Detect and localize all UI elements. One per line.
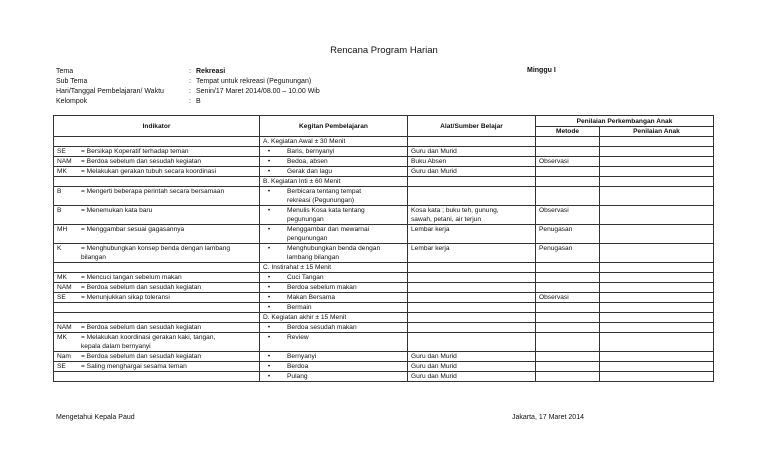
indikator-cell <box>54 283 260 293</box>
meta-label: Tema <box>56 68 74 75</box>
header-metode: Metode <box>536 127 600 137</box>
kegiatan-cell <box>260 244 408 263</box>
penilaian-cell <box>600 333 714 352</box>
cell-empty <box>600 263 714 273</box>
kegiatan-cell <box>260 283 408 293</box>
indikator-cell <box>54 323 260 333</box>
cell-empty <box>536 177 600 187</box>
kegiatan-cell <box>260 372 408 382</box>
penilaian-cell <box>600 157 714 167</box>
metode-cell <box>536 187 600 206</box>
penilaian-cell <box>600 323 714 333</box>
cell-empty <box>600 137 714 147</box>
table-row <box>54 362 714 372</box>
kegiatan-text: Makan Bersama <box>287 294 336 301</box>
section-b-label: B. Kegiatan Inti ± 60 Menit <box>260 177 408 187</box>
penilaian-cell <box>600 293 714 303</box>
bullet-icon: • <box>267 334 271 341</box>
indikator-text-cont: kepala dalam bernyanyi <box>81 343 151 350</box>
indikator-code: NAM <box>57 324 72 331</box>
metode-cell <box>536 147 600 157</box>
header-indikator: Indikator <box>54 116 260 137</box>
table-row <box>54 187 714 206</box>
indikator-text: = Mengerti beberapa perintah secara bersamaan <box>81 188 225 195</box>
alat-cell <box>408 293 536 303</box>
indikator-cell <box>54 293 260 303</box>
meta-colon: : <box>189 68 191 75</box>
section-d-label: D. Kegiatan akhir ± 15 Menit <box>260 313 408 323</box>
penilaian-cell <box>600 352 714 362</box>
bullet-icon: • <box>267 188 271 195</box>
kegiatan-text: Pulang <box>287 373 308 380</box>
penilaian-cell <box>600 206 714 225</box>
kegiatan-text: Cuci Tangan <box>287 274 324 281</box>
indikator-code: NAM <box>57 284 72 291</box>
alat-text-cont: sawah, petani, air terjun <box>411 216 482 223</box>
penilaian-cell <box>600 303 714 313</box>
metode-cell <box>536 303 600 313</box>
penilaian-cell <box>600 187 714 206</box>
indikator-cell <box>54 147 260 157</box>
table-row <box>54 352 714 362</box>
alat-cell <box>408 323 536 333</box>
meta-label: Sub Tema <box>56 78 88 85</box>
metode-cell <box>536 283 600 293</box>
bullet-icon: • <box>267 207 271 214</box>
table-row <box>54 147 714 157</box>
indikator-cell <box>54 372 260 382</box>
table-row <box>54 283 714 293</box>
cell-empty <box>536 263 600 273</box>
alat-cell <box>408 303 536 313</box>
indikator-code: SE <box>57 294 66 301</box>
indikator-text: = Berdoa sebelum dan sesudah kegiatan <box>81 284 202 291</box>
penilaian-cell <box>600 244 714 263</box>
indikator-text: = Berdoa sebelum dan sesudah kegiatan <box>81 353 202 360</box>
table-row <box>54 333 714 352</box>
kegiatan-cell <box>260 187 408 206</box>
kegiatan-text: Menghubungkan benda dengan <box>287 245 381 252</box>
indikator-code: MK <box>57 168 67 175</box>
cell-empty <box>408 313 536 323</box>
meta-colon: : <box>189 98 191 105</box>
kegiatan-text: Bernyanyi <box>287 353 317 360</box>
indikator-code: NAM <box>57 158 72 165</box>
kegiatan-cell <box>260 352 408 362</box>
indikator-text: = Menunjukkan sikap toleransi <box>81 294 170 301</box>
document-title: Rencana Program Harian <box>330 45 438 56</box>
kegiatan-text: Baris, bernyanyi <box>287 148 335 155</box>
metode-cell <box>536 323 600 333</box>
indikator-text-cont: bilangan <box>81 254 106 261</box>
table-row <box>54 273 714 283</box>
metode-cell <box>536 333 600 352</box>
metode-cell <box>536 372 600 382</box>
metode-cell <box>536 352 600 362</box>
footer-date: Jakarta, 17 Maret 2014 <box>512 414 584 421</box>
indikator-cell <box>54 273 260 283</box>
indikator-code: B <box>57 207 62 214</box>
indikator-text: = Bersikap Koperatif terhadap teman <box>81 148 189 155</box>
alat-cell: Guru dan Murid <box>408 372 536 382</box>
table-row <box>54 244 714 263</box>
kegiatan-text: Menggambar dan mewarnai <box>287 226 370 233</box>
kegiatan-cell <box>260 362 408 372</box>
metode-cell <box>536 167 600 177</box>
table-row <box>54 225 714 244</box>
kegiatan-text-cont: pengunungan <box>287 235 328 242</box>
kegiatan-cell <box>260 293 408 303</box>
alat-cell <box>408 187 536 206</box>
bullet-icon: • <box>267 158 271 165</box>
indikator-text: = Menggambar sesuai gagasannya <box>81 226 185 233</box>
meta-label: Hari/Tanggal Pembelajaran/ Waktu <box>56 88 164 95</box>
section-row <box>54 177 714 187</box>
indikator-text: = Melakukan koordinasi gerakan kaki, tangan, <box>81 334 216 341</box>
metode-cell <box>536 273 600 283</box>
table-row <box>54 157 714 167</box>
section-row <box>54 137 714 147</box>
header-penilaian: Penilaian Perkembangan Anak <box>536 116 714 127</box>
indikator-code: MK <box>57 274 67 281</box>
bullet-icon: • <box>267 245 271 252</box>
kegiatan-text: Berbicara tentang tempat <box>287 188 362 195</box>
alat-cell: Lembar kerja <box>408 225 536 244</box>
indikator-cell <box>54 157 260 167</box>
meta-value: Rekreasi <box>196 68 226 75</box>
header-alat: Alat/Sumber Belajar <box>408 116 536 137</box>
indikator-cell <box>54 303 260 313</box>
bullet-icon: • <box>267 148 271 155</box>
section-row <box>54 313 714 323</box>
indikator-text: = Saling menghargai sesama teman <box>81 363 187 370</box>
indikator-cell <box>54 187 260 206</box>
cell-empty <box>54 137 260 147</box>
cell-empty <box>600 177 714 187</box>
metode-cell: Penugasan <box>536 244 600 263</box>
cell-empty <box>600 313 714 323</box>
table-row <box>54 206 714 225</box>
section-c-label: C. Instirahat ± 15 Menit <box>260 263 408 273</box>
indikator-cell <box>54 333 260 352</box>
table-row <box>54 372 714 382</box>
kegiatan-text: Gerak dan lagu <box>287 168 333 175</box>
meta-value: Tempat untuk rekreasi (Pegunungan) <box>196 78 312 85</box>
table-row <box>54 293 714 303</box>
bullet-icon: • <box>267 363 271 370</box>
kegiatan-text: Berdoa <box>287 363 309 370</box>
kegiatan-cell <box>260 147 408 157</box>
indikator-text: = Berdoa sebelum dan sesudah kegiatan <box>81 158 202 165</box>
cell-empty <box>408 137 536 147</box>
kegiatan-text: Berdoa sesudah makan <box>287 324 357 331</box>
penilaian-cell <box>600 147 714 157</box>
indikator-code: SE <box>57 363 66 370</box>
cell-empty <box>408 177 536 187</box>
indikator-cell <box>54 352 260 362</box>
meta-colon: : <box>189 78 191 85</box>
alat-cell: Guru dan Murid <box>408 167 536 177</box>
kegiatan-cell <box>260 206 408 225</box>
cell-empty <box>54 177 260 187</box>
meta-value: B <box>196 98 201 105</box>
alat-cell <box>408 283 536 293</box>
alat-cell <box>408 273 536 283</box>
header-penilaian-anak: Penilaian Anak <box>600 127 714 137</box>
bullet-icon: • <box>267 353 271 360</box>
bullet-icon: • <box>267 226 271 233</box>
bullet-icon: • <box>267 304 271 311</box>
kegiatan-text: Bermain <box>287 304 312 311</box>
meta-label: Kelompok <box>56 98 88 105</box>
meta-value: Senin/17 Maret 2014/08.00 – 10.00 Wib <box>196 88 320 95</box>
cell-empty <box>536 313 600 323</box>
table-row <box>54 303 714 313</box>
indikator-text: = Berdoa sebelum dan sesudah kegiatan <box>81 324 202 331</box>
alat-text: Kosa kata ; buku teh, gunung, <box>411 207 499 214</box>
rph-table <box>53 115 714 382</box>
metode-cell: Observasi <box>536 206 600 225</box>
indikator-text: = Mencuci tangan sebelum makan <box>81 274 182 281</box>
penilaian-cell <box>600 283 714 293</box>
kegiatan-text-cont: rekreasi (Pegunungan) <box>287 197 355 204</box>
bullet-icon: • <box>267 168 271 175</box>
header-kegiatan: Kegitan Pembelajaran <box>260 116 408 137</box>
bullet-icon: • <box>267 324 271 331</box>
indikator-code: MK <box>57 334 67 341</box>
metode-cell <box>536 362 600 372</box>
penilaian-cell <box>600 372 714 382</box>
footer-kepala-paud: Mengetahui Kepala Paud <box>56 414 135 421</box>
metode-cell: Penugasan <box>536 225 600 244</box>
kegiatan-cell <box>260 167 408 177</box>
penilaian-cell <box>600 225 714 244</box>
indikator-cell <box>54 206 260 225</box>
table-header-row <box>54 116 714 127</box>
table-row <box>54 323 714 333</box>
kegiatan-text-cont: lambang bilangan <box>287 254 340 261</box>
indikator-text: = Melakukan gerakan tubuh secara koordinasi <box>81 168 217 175</box>
alat-cell: Guru dan Murid <box>408 147 536 157</box>
penilaian-cell <box>600 273 714 283</box>
alat-cell: Buku Absen <box>408 157 536 167</box>
indikator-code: SE <box>57 148 66 155</box>
cell-empty <box>54 313 260 323</box>
alat-cell: Lembar kerja <box>408 244 536 263</box>
kegiatan-cell <box>260 323 408 333</box>
kegiatan-text: Review <box>287 334 309 341</box>
indikator-code: B <box>57 188 62 195</box>
kegiatan-cell <box>260 303 408 313</box>
alat-cell: Guru dan Murid <box>408 362 536 372</box>
alat-cell <box>408 333 536 352</box>
kegiatan-text: Menulis Kosa kata tentang <box>287 207 365 214</box>
indikator-cell <box>54 225 260 244</box>
meta-colon: : <box>189 88 191 95</box>
cell-empty <box>54 263 260 273</box>
indikator-text: = Menemukan kata baru <box>81 207 153 214</box>
metode-cell: Observasi <box>536 293 600 303</box>
kegiatan-cell <box>260 333 408 352</box>
penilaian-cell <box>600 167 714 177</box>
table-row <box>54 167 714 177</box>
cell-empty <box>408 263 536 273</box>
bullet-icon: • <box>267 294 271 301</box>
bullet-icon: • <box>267 274 271 281</box>
alat-cell: Guru dan Murid <box>408 352 536 362</box>
indikator-code: K <box>57 245 62 252</box>
indikator-text: = Menghubungkan konsep benda dengan lambang <box>81 245 231 252</box>
indikator-code: MH <box>57 226 68 233</box>
bullet-icon: • <box>267 373 271 380</box>
alat-cell <box>408 206 536 225</box>
kegiatan-cell <box>260 273 408 283</box>
kegiatan-cell <box>260 157 408 167</box>
penilaian-cell <box>600 362 714 372</box>
indikator-cell <box>54 244 260 263</box>
indikator-cell <box>54 362 260 372</box>
bullet-icon: • <box>267 284 271 291</box>
kegiatan-text: Bedoa, absen <box>287 158 328 165</box>
kegiatan-text-cont: pegunungan <box>287 216 324 223</box>
section-a-label: A. Kegiatan Awal ± 30 Menit <box>260 137 408 147</box>
indikator-code: Nam <box>57 353 71 360</box>
metode-cell: Observasi <box>536 157 600 167</box>
indikator-cell <box>54 167 260 177</box>
kegiatan-cell <box>260 225 408 244</box>
kegiatan-text: Berdoa sebelum makan <box>287 284 357 291</box>
section-row <box>54 263 714 273</box>
cell-empty <box>536 137 600 147</box>
minggu-label: Minggu I <box>527 67 556 74</box>
